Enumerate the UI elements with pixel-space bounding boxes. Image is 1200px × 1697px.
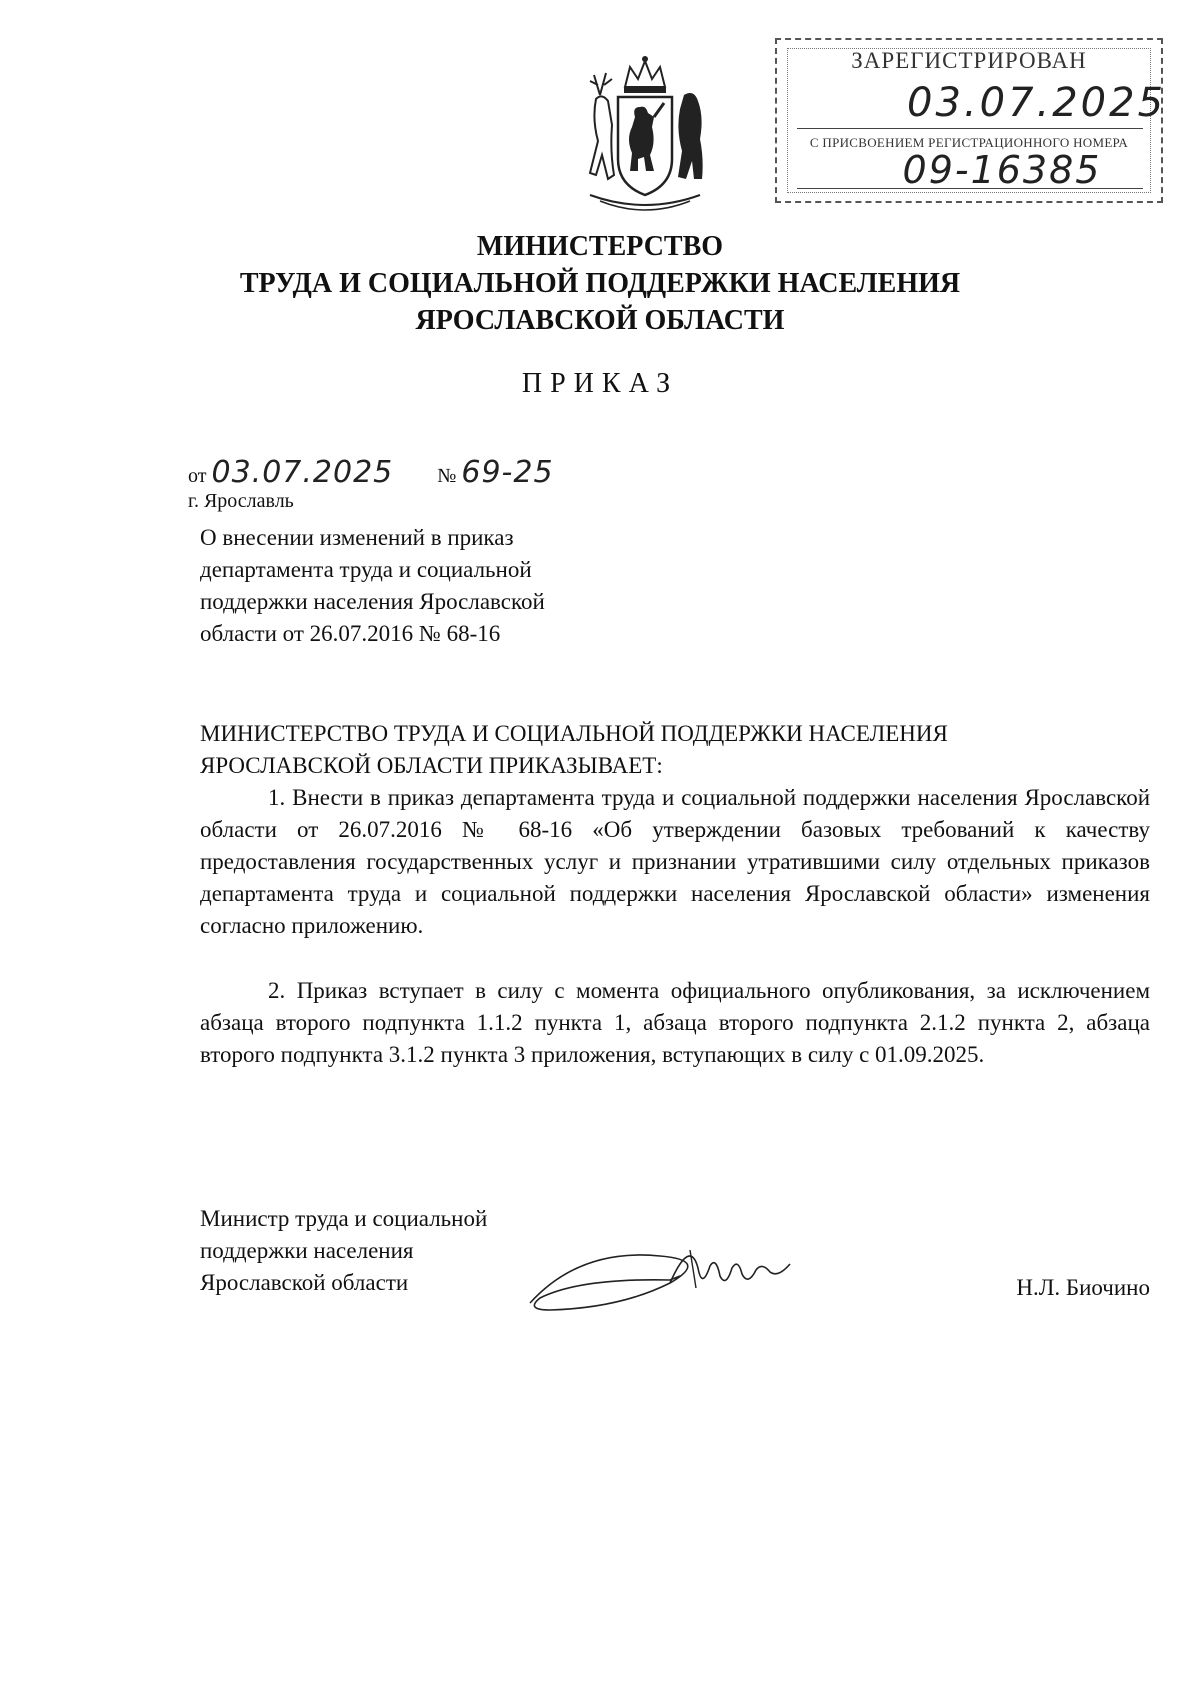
signatory-name: Н.Л. Биочино <box>1016 1275 1150 1300</box>
subject-line: поддержки населения Ярославской <box>200 589 545 614</box>
stamp-date: 03.07.2025 <box>907 80 1167 126</box>
coat-of-arms-icon <box>580 55 710 215</box>
ministry-title-line-3: ЯРОСЛАВСКОЙ ОБЛАСТИ <box>415 305 785 336</box>
order-number: 69-25 <box>461 455 554 490</box>
order-preamble <box>200 718 1150 782</box>
document-type: ПРИКАЗ <box>521 368 679 399</box>
subject-line: области от 26.07.2016 № 68-16 <box>200 621 501 646</box>
handwritten-signature <box>520 1228 810 1328</box>
number-prefix: № <box>437 465 457 487</box>
ministry-title-line-2: ТРУДА И СОЦИАЛЬНОЙ ПОДДЕРЖКИ НАСЕЛЕНИЯ <box>239 268 961 299</box>
preamble-line: ЯРОСЛАВСКОЙ ОБЛАСТИ ПРИКАЗЫВАЕТ: <box>200 753 663 778</box>
order-date: 03.07.2025 <box>211 455 394 490</box>
stamp-divider <box>797 188 1143 189</box>
order-paragraph-2: 2. Приказ вступает в силу с момента официального опубликования, за исключением абзаца второго подпункта 1.1.2 пункта 1, абзаца второго подпункта 2.1.2 пункта 2, абзаца второго подпункта 3.1.2 пункта 3 приложения, вступающих в силу с 01.09.2025. <box>200 978 1150 1067</box>
subject-line: департамента труда и социальной <box>200 557 532 582</box>
preamble-line: МИНИСТЕРСТВО ТРУДА И СОЦИАЛЬНОЙ ПОДДЕРЖКИ НАСЕЛЕНИЯ <box>200 721 948 746</box>
position-line: Ярославской области <box>200 1270 409 1295</box>
subject-line: О внесении изменений в приказ <box>200 525 514 550</box>
stamp-divider <box>797 128 1143 129</box>
position-line: Министр труда и социальной <box>200 1206 488 1231</box>
registration-stamp <box>775 38 1167 203</box>
stamp-registration-number: 09-16385 <box>902 148 1102 192</box>
position-line: поддержки населения <box>200 1238 414 1263</box>
order-date-row <box>188 455 554 490</box>
ministry-title-line-1: МИНИСТЕРСТВО <box>476 231 724 262</box>
stamp-title: ЗАРЕГИСТРИРОВАН <box>851 48 1087 73</box>
order-paragraph-1: 1. Внести в приказ департамента труда и социальной поддержки населения Ярославской области от 26.07.2016 № 68-16 «Об утверждении базовых требований к качеству предоставления государственных услуг и признании утратившими силу отдельных приказов департамента труда и социальной поддержки населения Ярославской области» изменения согласно приложению. <box>200 785 1150 938</box>
order-city: г. Ярославль <box>188 490 294 512</box>
stamp-caption: С ПРИСВОЕНИЕМ РЕГИСТРАЦИОННОГО НОМЕРА <box>809 135 1129 150</box>
order-subject <box>200 522 680 650</box>
date-prefix: от <box>188 465 207 487</box>
